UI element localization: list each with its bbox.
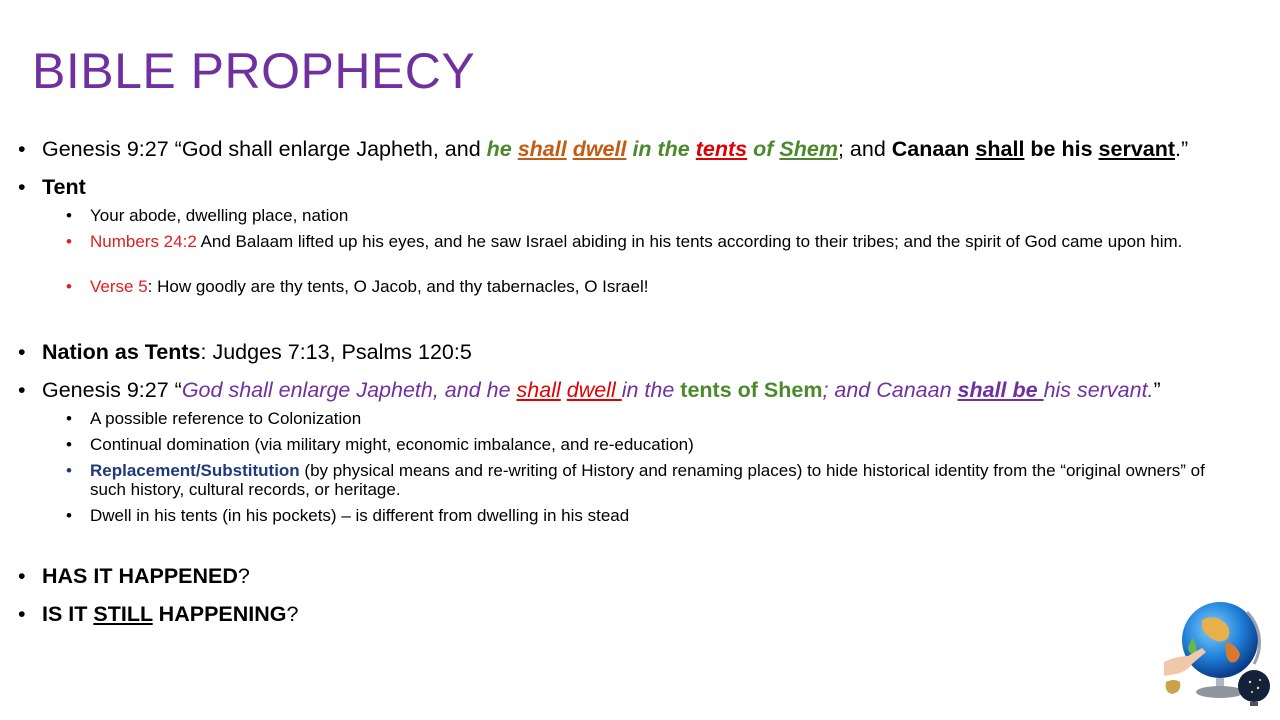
bullet-has-it-happened: • HAS IT HAPPENED? — [42, 563, 250, 589]
slide-title: BIBLE PROPHECY — [32, 43, 476, 99]
bullet-genesis-1: • Genesis 9:27 “God shall enlarge Japheth, and he shall dwell in the tents of Shem; and Canaan shall be his servant.” — [42, 136, 1188, 162]
genesis-sub-colonization: • A possible reference to Colonization — [90, 409, 1240, 428]
bullet-tent: • Tent — [42, 174, 86, 200]
bullet-still-happening: • IS IT STILL HAPPENING? — [42, 601, 298, 627]
genesis-sub-dwell: • Dwell in his tents (in his pockets) – is different from dwelling in his stead — [90, 506, 1240, 525]
bullet-genesis-2: • Genesis 9:27 “God shall enlarge Japheth, and he shall dwell in the tents of Shem; and Canaan shall be his servant.” — [42, 377, 1161, 403]
tent-sub-abode: • Your abode, dwelling place, nation — [90, 206, 1240, 225]
globe-icon — [1162, 598, 1274, 710]
genesis-sub-domination: • Continual domination (via military might, economic imbalance, and re-education) — [90, 435, 1240, 454]
bullet-nation-as-tents: • Nation as Tents: Judges 7:13, Psalms 120:5 — [42, 339, 472, 365]
genesis-sub-replacement: • Replacement/Substitution (by physical means and re-writing of History and renaming places) to hide historical identity from the “original owners” of such history, cultural records, or heritage. — [90, 461, 1240, 499]
tent-sub-verse5: • Verse 5: How goodly are thy tents, O Jacob, and thy tabernacles, O Israel! — [90, 277, 1240, 296]
tent-sub-numbers: • Numbers 24:2 And Balaam lifted up his eyes, and he saw Israel abiding in his tents according to their tribes; and the spirit of God came upon him. — [90, 232, 1240, 251]
